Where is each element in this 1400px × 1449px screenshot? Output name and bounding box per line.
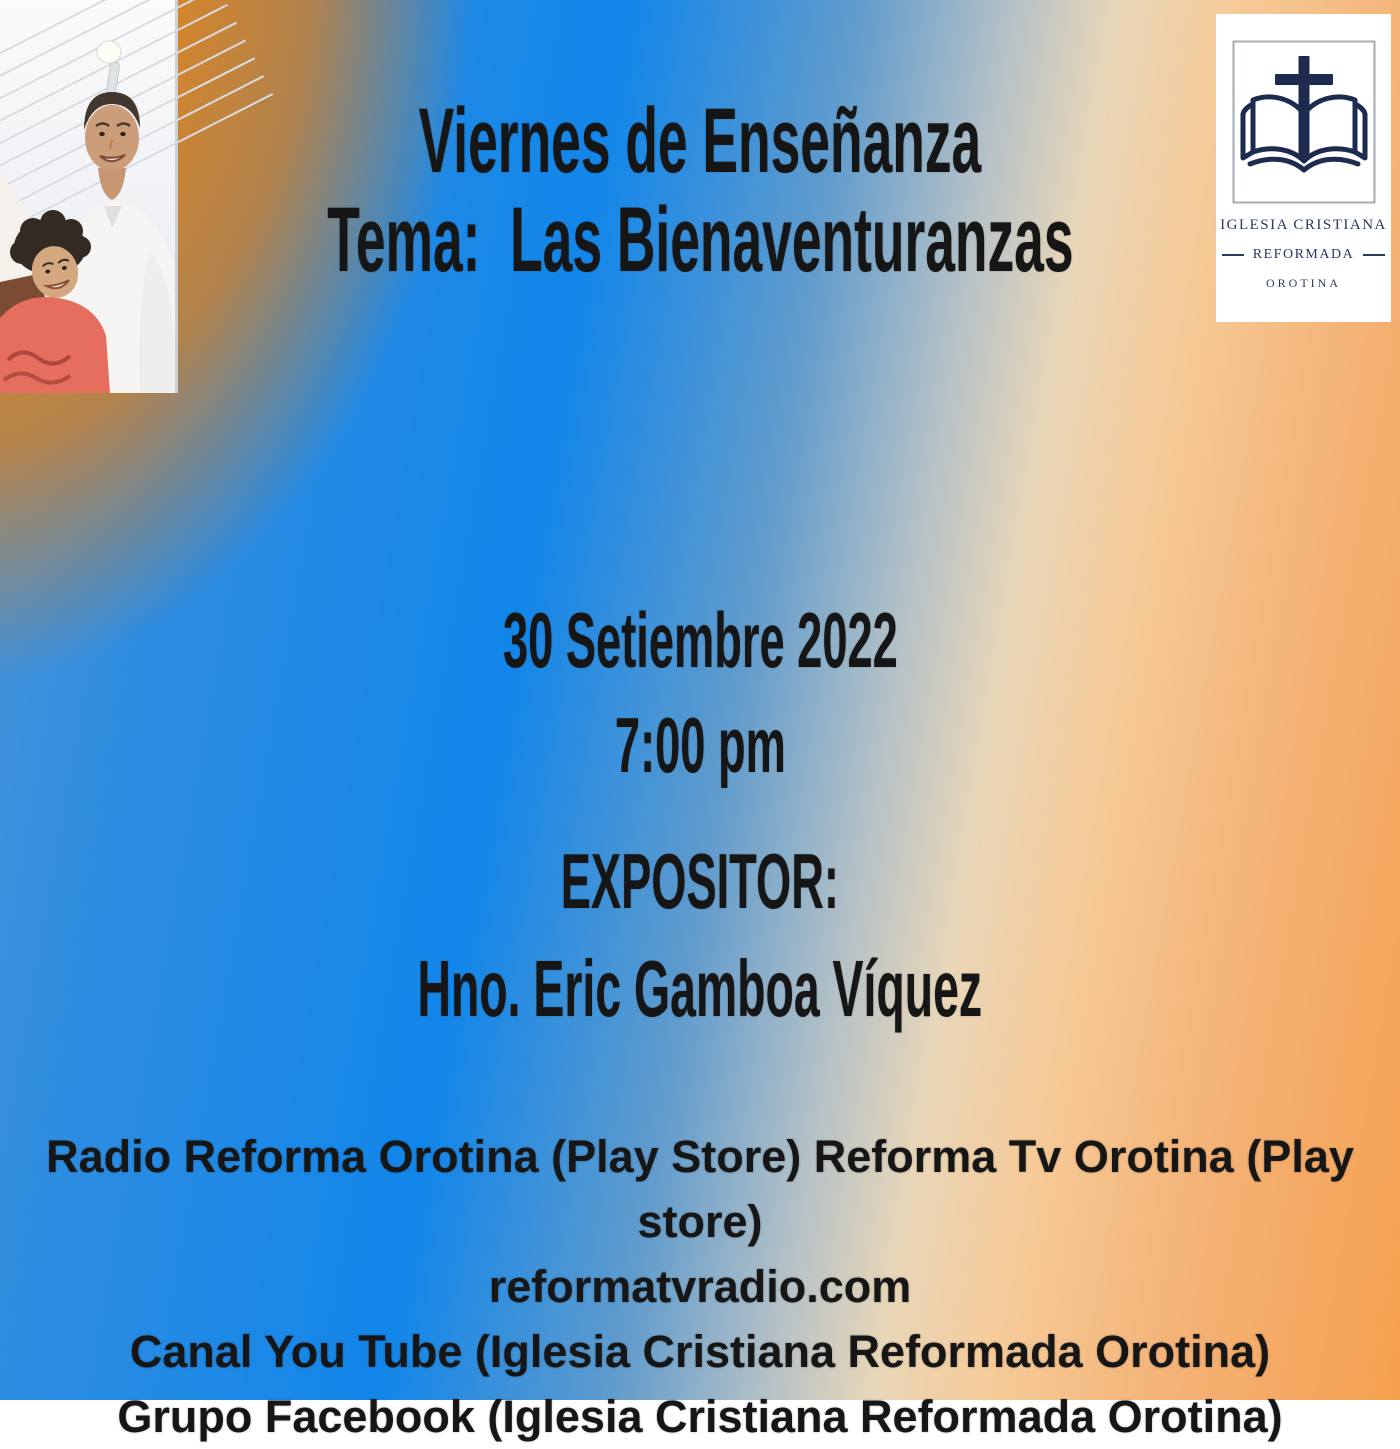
church-location: OROTINA: [1266, 276, 1341, 290]
contact-line-radio: Radio Reforma Orotina (Play Store) Reforma Tv Orotina (Play store): [46, 1131, 1354, 1247]
contact-line-facebook: Grupo Facebook (Iglesia Cristiana Reformada Orotina): [117, 1391, 1283, 1442]
event-date: 30 Setiembre 2022: [502, 596, 898, 684]
event-title-line1: Viernes de Enseñanza: [418, 90, 982, 192]
speaker-name: Hno. Eric Gamboa Víquez: [417, 944, 983, 1033]
church-name-line2: REFORMADA: [1252, 247, 1355, 262]
speaker-label: EXPOSITOR:: [560, 837, 840, 925]
event-time: 7:00 pm: [614, 701, 786, 789]
contact-info: [0, 1124, 1400, 1449]
contact-line-website: reformatvradio.com: [488, 1261, 912, 1312]
contact-line-youtube: Canal You Tube (Iglesia Cristiana Reformada Orotina): [129, 1326, 1271, 1377]
church-name: IGLESIA CRISTIANA: [1220, 217, 1387, 233]
event-title-line2: Tema: Las Bienaventuranzas: [326, 189, 1074, 291]
event-title: [0, 92, 1400, 290]
